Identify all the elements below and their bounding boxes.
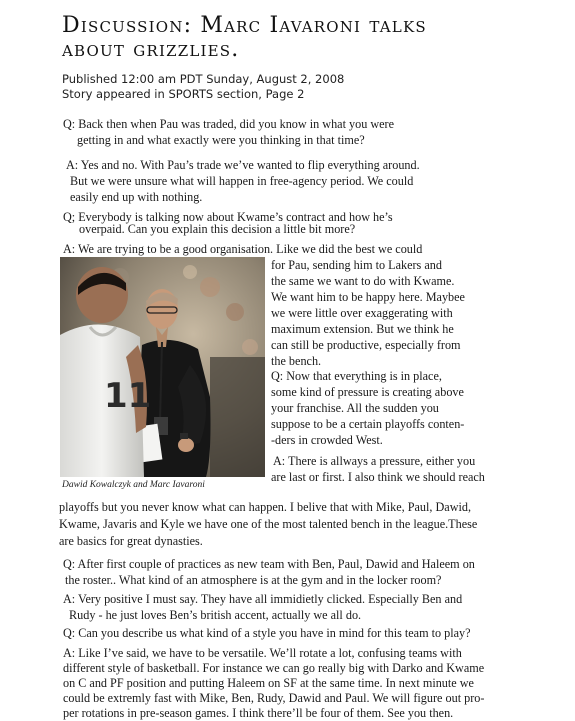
answer-line: the bench. (271, 354, 322, 368)
answer-line: on C and PF position and putting Haleem on SF at the same time. In next minute we (63, 676, 474, 690)
question-line: Q: After first couple of practices as new team with Ben, Paul, Dawid and Haleem on (63, 557, 475, 571)
answer-2 (63, 241, 422, 257)
answer-line: we were little over exaggerating with (271, 306, 453, 320)
answer-line: easily end up with nothing. (70, 190, 203, 204)
question-line: the roster.. What kind of an atmosphere is at the gym and in the locker room? (65, 573, 442, 587)
question-1 (63, 116, 394, 148)
answer-line: A: We are trying to be a good organisation. Like we did the best we could (63, 242, 423, 256)
question-line: -ders in crowded West. (271, 433, 383, 447)
question-line: Q: Can you describe us what kind of a style you have in mind for this team to play? (63, 626, 471, 640)
answer-3 (271, 453, 485, 485)
answer-line: for Pau, sending him to Lakers and (271, 258, 442, 272)
answer-line: maximum extension. But we think he (271, 322, 454, 336)
question-line: getting in and what exactly were you thinking in that time? (77, 133, 365, 147)
answer-line: We want him to be happy here. Maybee (271, 290, 465, 304)
answer-line: are last or first. I also think we should reach (271, 470, 485, 484)
answer-line: A: Very positive I must say. They have all immidietly clicked. Especially Ben and (63, 592, 463, 606)
photo-caption: Dawid Kowalczyk and Marc Iavaroni (62, 480, 205, 490)
answer-line: the same we want to do with Kwame. (271, 274, 455, 288)
coach-player-photo (60, 257, 265, 477)
article-title-line: about grizzlies. (62, 37, 240, 62)
question-line: some kind of pressure is creating above (271, 385, 464, 399)
question-5 (63, 625, 471, 641)
answer-line: can still be productive, especially from (271, 338, 461, 352)
question-4 (63, 556, 475, 588)
answer-line: are basics for great dynasties. (59, 534, 203, 548)
section-info: Story appeared in SPORTS section, Page 2 (62, 87, 305, 101)
answer-line: different style of basketball. For instance we can go really big with Darko and Kwame (63, 661, 485, 675)
answer-line: A: Yes and no. With Pau’s trade we’ve wanted to flip everything around. (66, 158, 420, 172)
question-line: your franchise. All the sudden you (271, 401, 439, 415)
answer-2-continued (271, 257, 465, 369)
article-photo (60, 257, 265, 477)
answer-4 (63, 591, 462, 623)
answer-line: could be extremly fast with Mike, Ben, Rudy, Dawid and Paul. We will figure out pro- (63, 691, 485, 705)
question-2 (63, 211, 393, 235)
answer-line: Rudy - he just loves Ben’s british accent, actually we all do. (69, 608, 362, 622)
answer-line: But we were unsure what will happen in free-agency period. We could (70, 174, 414, 188)
article-title (62, 14, 532, 62)
answer-line: A: There is allways a pressure, either you (273, 454, 476, 468)
answer-line: playoffs but you never know what can happen. I belive that with Mike, Paul, Dawid, (59, 500, 472, 514)
article-title-line: Discussion: Marc Iavaroni talks (62, 13, 427, 38)
answer-line: A: Like I’ve said, we have to be versatile. We’ll rotate a lot, confusing teams with (63, 646, 462, 660)
question-3 (271, 368, 464, 448)
published-date: Published 12:00 am PDT Sunday, August 2, 2008 (62, 72, 345, 86)
answer-1 (66, 157, 420, 205)
question-line: suppose to be a certain playoffs conten- (271, 417, 465, 431)
answer-3-continued (59, 499, 477, 550)
question-line: overpaid. Can you explain this decision a little bit more? (79, 222, 356, 236)
question-line: Q: Back then when Pau was traded, did you know in what you were (63, 117, 395, 131)
answer-5 (63, 646, 484, 721)
jersey-number: 11 (104, 376, 152, 416)
answer-line: per rotations in pre-season games. I think there’ll be four of them. See you then. (63, 706, 454, 720)
question-line: Q; Everybody is talking now about Kwame’s contract and how he’s (63, 210, 393, 224)
answer-line: Kwame, Javaris and Kyle we have one of the most talented bench in the league.These (59, 517, 478, 531)
question-line: Q: Now that everything is in place, (271, 369, 442, 383)
article-meta (62, 72, 344, 102)
